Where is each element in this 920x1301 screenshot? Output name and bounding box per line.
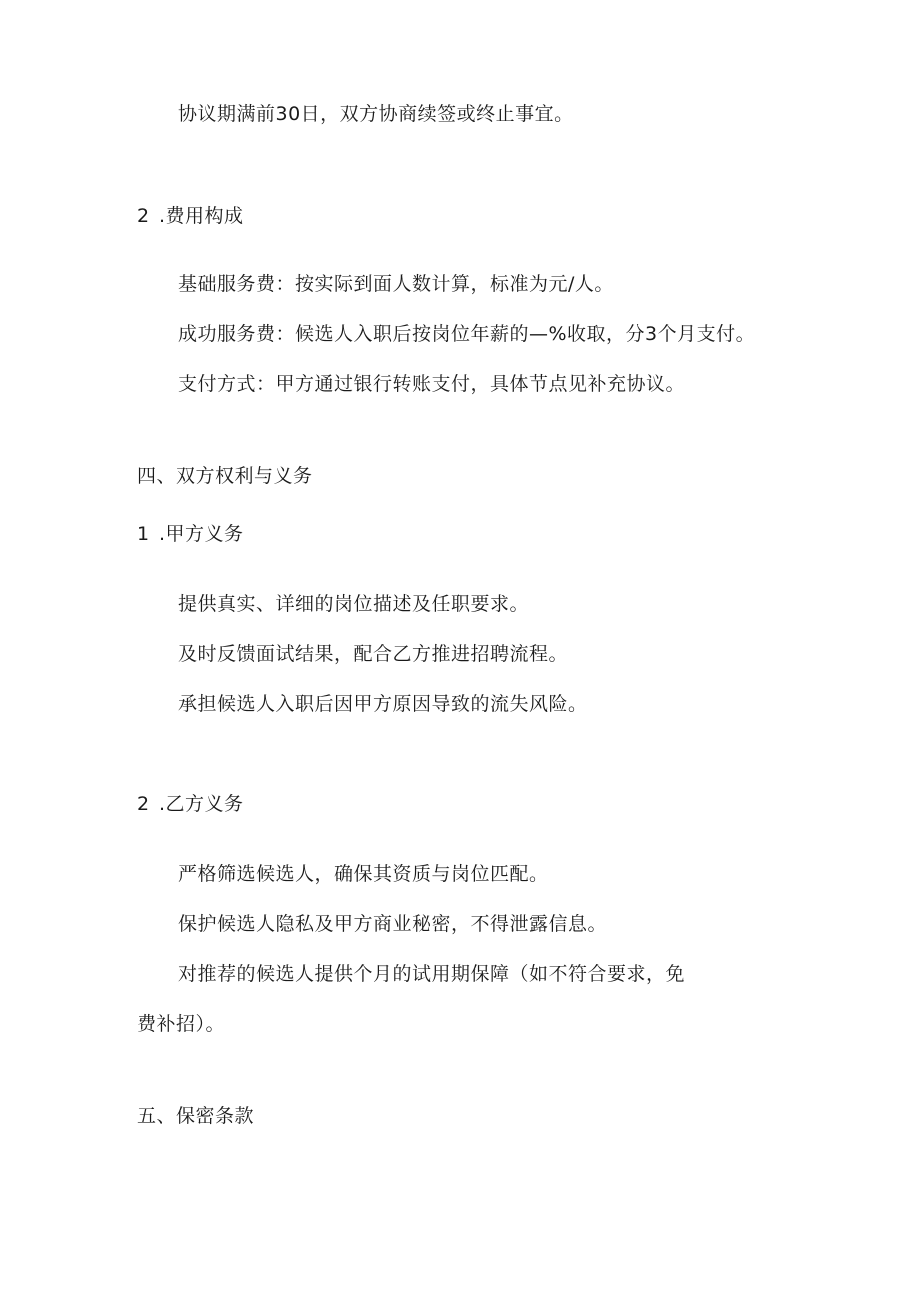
fee-item-success: 成功服务费：候选人入职后按岗位年薪的—%收取，分3个月支付。 xyxy=(178,323,756,345)
party-a-heading-number: 1 xyxy=(137,523,150,545)
fees-heading xyxy=(137,202,244,230)
party-a-heading-text: .甲方义务 xyxy=(159,523,244,545)
party-a-heading xyxy=(137,520,244,548)
party-a-item: 承担候选人入职后因甲方原因导致的流失风险。 xyxy=(178,693,588,715)
party-b-item: 对推荐的候选人提供个月的试用期保障（如不符合要求，免 xyxy=(178,963,686,985)
party-a-item: 提供真实、详细的岗位描述及任职要求。 xyxy=(178,593,530,615)
fees-heading-text: .费用构成 xyxy=(159,205,244,227)
section-five-heading: 五、保密条款 xyxy=(137,1105,255,1127)
fees-heading-number: 2 xyxy=(137,205,150,227)
party-b-heading xyxy=(137,790,244,818)
party-b-heading-text: .乙方义务 xyxy=(159,793,244,815)
party-b-item: 严格筛选候选人，确保其资质与岗位匹配。 xyxy=(178,863,549,885)
fee-item-base: 基础服务费：按实际到面人数计算，标准为元/人。 xyxy=(178,273,614,295)
section-four-heading: 四、双方权利与义务 xyxy=(137,465,313,487)
party-b-item-continuation: 费补招）。 xyxy=(137,1013,226,1035)
party-b-heading-number: 2 xyxy=(137,793,150,815)
fee-item-payment: 支付方式：甲方通过银行转账支付，具体节点见补充协议。 xyxy=(178,373,686,395)
party-b-item: 保护候选人隐私及甲方商业秘密，不得泄露信息。 xyxy=(178,913,608,935)
party-a-item: 及时反馈面试结果，配合乙方推进招聘流程。 xyxy=(178,643,569,665)
renewal-clause: 协议期满前30日，双方协商续签或终止事宜。 xyxy=(178,103,574,125)
